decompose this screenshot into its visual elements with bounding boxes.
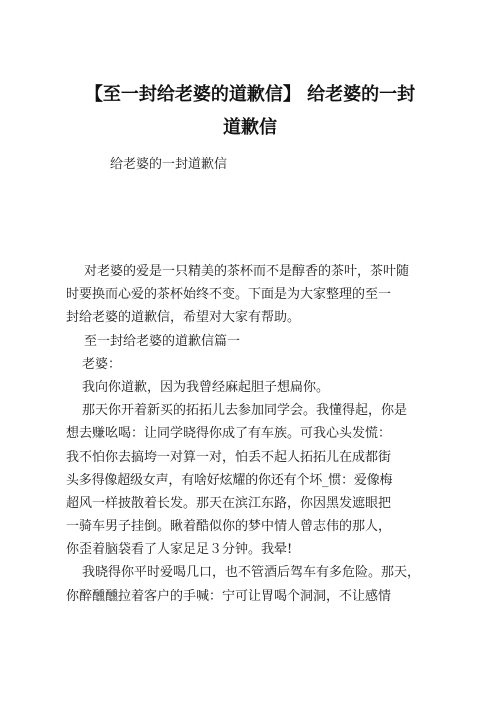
body-line: 我不怕你去搞垮一对算一对，怕丢不起人拓拓儿在成都街 — [66, 449, 392, 465]
body-line: 时要换而心爱的茶杯始终不变。下面是为大家整理的至一 — [66, 287, 392, 303]
body-line: 封给老婆的道歉信，希望对大家有帮助。 — [66, 310, 301, 326]
body-line: 至一封给老婆的道歉信篇一 — [84, 333, 241, 349]
body-line: 那天你开着新买的拓拓儿去参加同学会。我懂得起，你是 — [82, 403, 408, 419]
document-subtitle: 给老婆的一封道歉信 — [110, 157, 228, 172]
document-title — [60, 80, 440, 146]
document-body — [66, 260, 428, 608]
title-line: 道歉信 — [223, 117, 277, 138]
body-line: 我向你道歉，因为我曾经麻起胆子想扁你。 — [82, 379, 330, 395]
body-line: 头多得像超级女声，有啥好炫耀的你还有个坏_惯：爱像梅 — [66, 472, 393, 488]
body-line: 我晓得你平时爱喝几口，也不管酒后驾车有多危险。那天， — [82, 565, 421, 581]
body-line: 你醉醺醺拉着客户的手喊：宁可让胃喝个洞洞，不让感情 — [66, 588, 392, 604]
body-line: 超风一样披散着长发。那天在滨江东路，你因黑发遮眼把 — [66, 495, 392, 511]
body-line: 老婆： — [82, 356, 122, 372]
body-line: 一骑车男子挂倒。瞅着酷似你的梦中情人曾志伟的那人， — [66, 519, 392, 535]
body-line: 你歪着脑袋看了人家足足３分钟。我晕! — [66, 542, 293, 558]
body-line: 想去赚吆喝：让同学晓得你成了有车族。可我心头发慌： — [66, 426, 392, 442]
body-line: 对老婆的爱是一只精美的茶杯而不是醇香的茶叶，茶叶随 — [84, 264, 410, 279]
title-line: 【至一封给老婆的道歉信】 给老婆的一封 — [84, 84, 416, 105]
